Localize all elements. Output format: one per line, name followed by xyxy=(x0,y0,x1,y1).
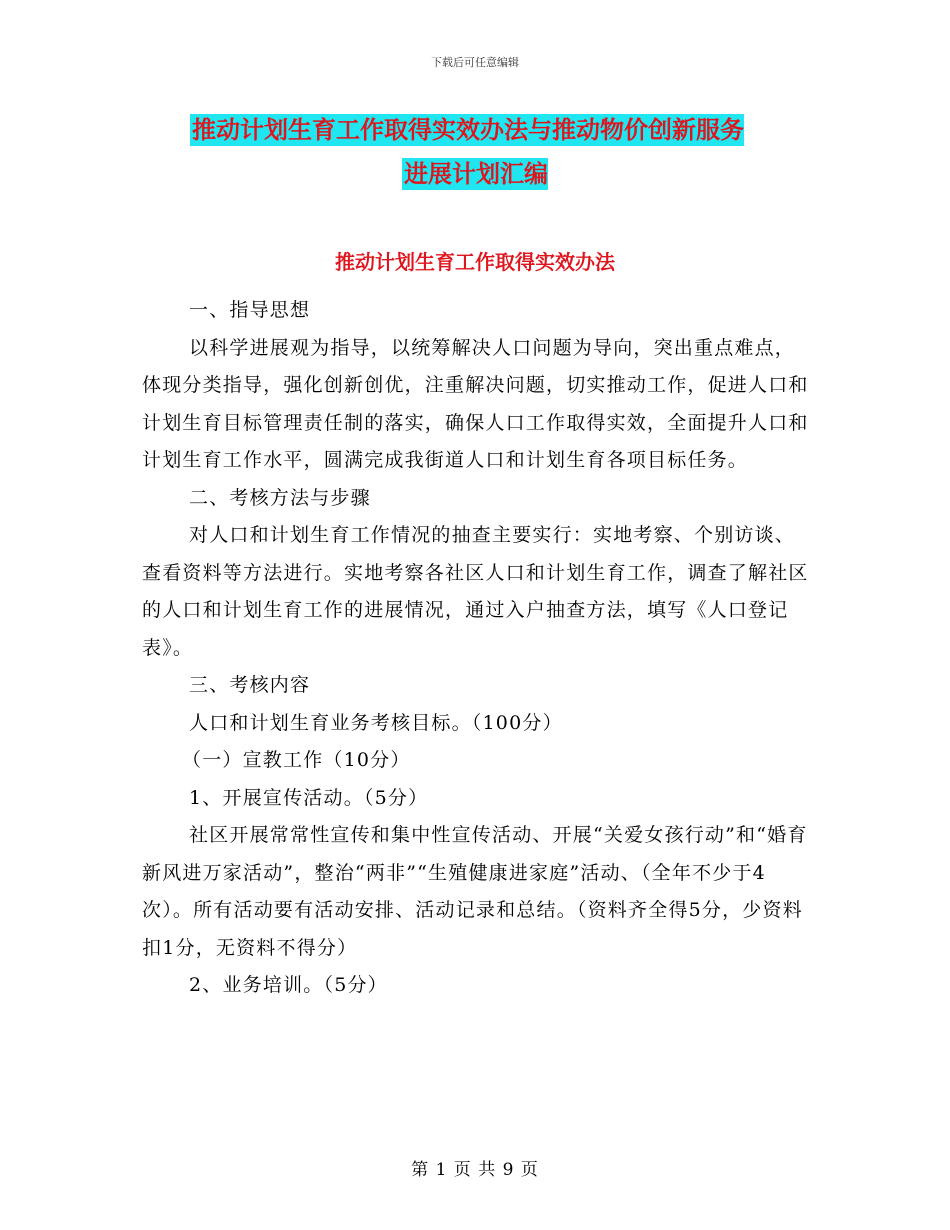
heading-guiding-thought: 一、指导思想 xyxy=(189,299,311,321)
document-body xyxy=(142,292,810,1005)
paragraph-guiding-thought: 以科学进展观为指导，以统筹解决人口问题为导向，突出重点难点，体现分类指导，强化创新创优，注重解决问题，切实推动工作，促进人口和计划生育目标管理责任制的落实，确保人口工作取得实效，全面提升人口和计划生育工作水平，圆满完成我街道人口和计划生育各项目标任务。 xyxy=(142,336,809,471)
download-note: 下载后可任意编辑 xyxy=(431,56,519,69)
document-title-line-1 xyxy=(190,112,810,148)
page-number: 第 1 页 共 9 页 xyxy=(411,1160,539,1180)
item-publicity-activities: 1、开展宣传活动。（5分） xyxy=(189,786,429,809)
document-title-text-1: 推动计划生育工作取得实效办法与推动物价创新服务 xyxy=(192,116,744,144)
paragraph-assessment-method: 对人口和计划生育工作情况的抽查主要实行：实地考察、个别访谈、查看资料等方法进行。实地考察各社区人口和计划生育工作，调查了解社区的人口和计划生育工作的进展情况，通过入户抽查方法，填写《人口登记表》。 xyxy=(142,524,809,659)
document-title-line-2 xyxy=(0,156,950,192)
heading-assessment-method: 二、考核方法与步骤 xyxy=(189,486,371,509)
paragraph-publicity-activities: 社区开展常常性宣传和集中性宣传活动、开展“关爱女孩行动”和“婚育新风进万家活动”，整治“两非”“生殖健康进家庭”活动、（全年不少于4次）。所有活动要有活动安排、活动记录和总结。（资料齐全得5分，少资料扣1分，无资料不得分） xyxy=(142,824,808,959)
item-business-training: 2、业务培训。（5分） xyxy=(189,974,388,996)
paragraph-assessment-target: 人口和计划生育业务考核目标。（100分） xyxy=(189,711,563,734)
heading-assessment-content: 三、考核内容 xyxy=(189,674,311,696)
subheading-publicity-work: （一）宣教工作（10分） xyxy=(182,749,411,771)
document-title-text-2: 进展计划汇编 xyxy=(404,160,548,188)
section-title: 推动计划生育工作取得实效办法 xyxy=(335,250,615,274)
